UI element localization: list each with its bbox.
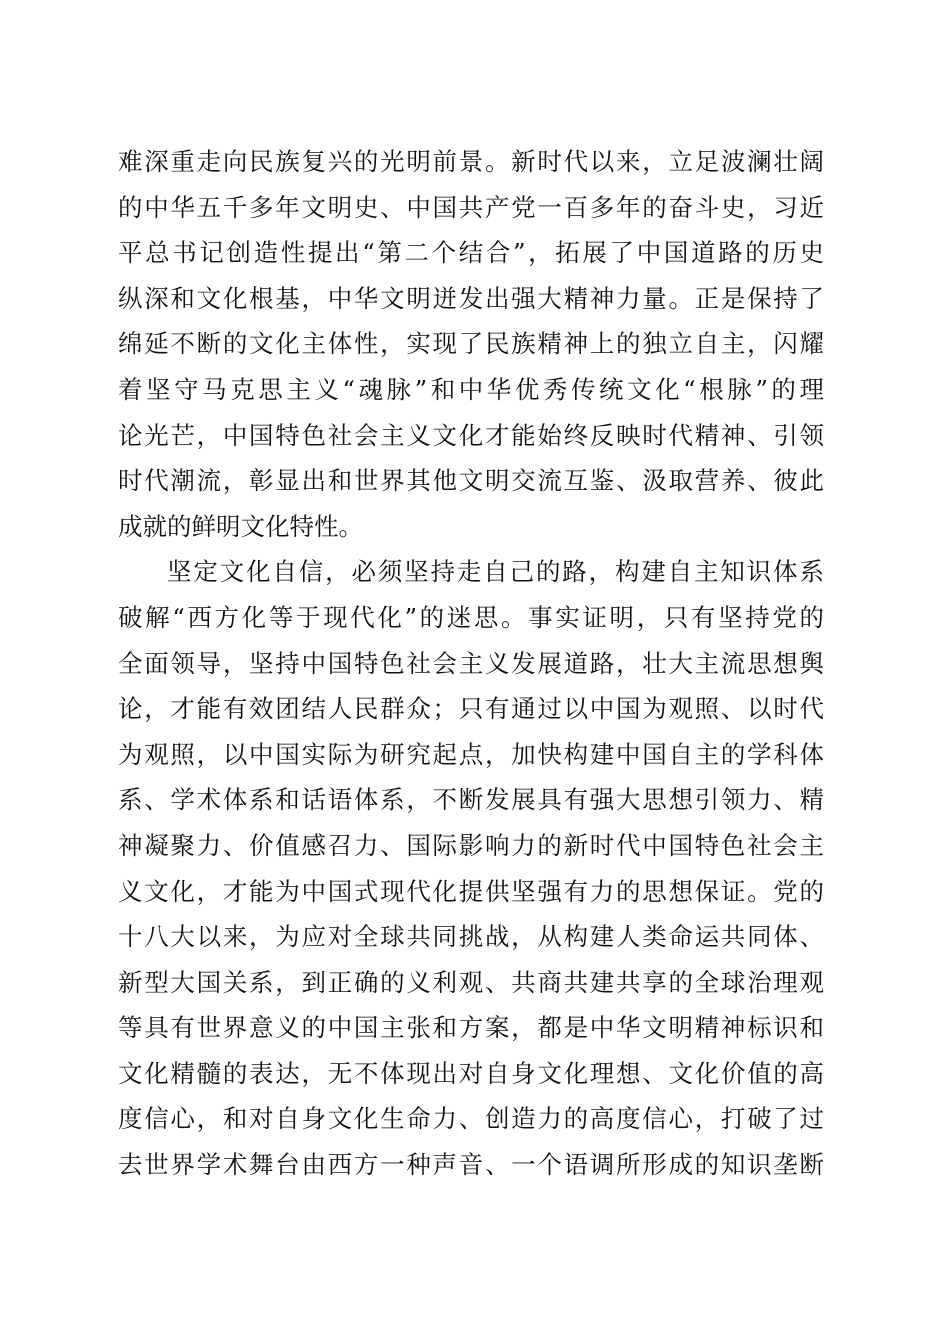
text-line: 时代潮流，彰显出和世界其他文明交流互鉴、汲取营养、彼此 (118, 466, 824, 496)
text-line: 坚定文化自信，必须坚持走自己的路，构建自主知识体系 (167, 557, 824, 587)
text-line: 绵延不断的文化主体性，实现了民族精神上的独立自主，闪耀 (118, 329, 824, 359)
text-line: 新型大国关系，到正确的义利观、共商共建共享的全球治理观 (118, 967, 824, 997)
body-text (118, 139, 824, 1188)
text-line: 十八大以来，为应对全球共同挑战，从构建人类命运共同体、 (118, 922, 824, 952)
text-line: 平总书记创造性提出“第二个结合”，拓展了中国道路的历史 (118, 238, 824, 268)
text-line: 难深重走向民族复兴的光明前景。新时代以来，立足波澜壮阔 (118, 147, 824, 176)
text-line: 等具有世界意义的中国主张和方案，都是中华文明精神标识和 (118, 1013, 824, 1043)
text-line: 全面领导，坚持中国特色社会主义发展道路，壮大主流思想舆 (118, 648, 824, 678)
text-line: 论，才能有效团结人民群众；只有通过以中国为观照、以时代 (118, 694, 824, 724)
text-line: 去世界学术舞台由西方一种声音、一个语调所形成的知识垄断 (118, 1150, 824, 1180)
paragraph-1 (118, 139, 824, 549)
text-line: 文化精髓的表达，无不体现出对自身文化理想、文化价值的高 (118, 1058, 824, 1088)
text-line: 度信心，和对自身文化生命力、创造力的高度信心，打破了过 (118, 1104, 824, 1134)
text-line: 破解“西方化等于现代化”的迷思。事实证明，只有坚持党的 (118, 602, 824, 632)
text-line: 系、学术体系和话语体系，不断发展具有强大思想引领力、精 (118, 785, 824, 815)
text-line: 义文化，才能为中国式现代化提供坚强有力的思想保证。党的 (118, 876, 824, 906)
text-line: 着坚守马克思主义“魂脉”和中华优秀传统文化“根脉”的理 (118, 374, 824, 404)
text-line: 神凝聚力、价值感召力、国际影响力的新时代中国特色社会主 (118, 830, 824, 860)
text-line: 纵深和文化根基，中华文明迸发出强大精神力量。正是保持了 (118, 283, 824, 313)
paragraph-2 (118, 549, 824, 1187)
text-line: 成就的鲜明文化特性。 (118, 511, 363, 541)
text-line: 论光芒，中国特色社会主义文化才能始终反映时代精神、引领 (118, 420, 824, 450)
text-line: 的中华五千多年文明史、中国共产党一百多年的奋斗史，习近 (118, 192, 824, 222)
text-line: 为观照，以中国实际为研究起点，加快构建中国自主的学科体 (118, 739, 824, 769)
